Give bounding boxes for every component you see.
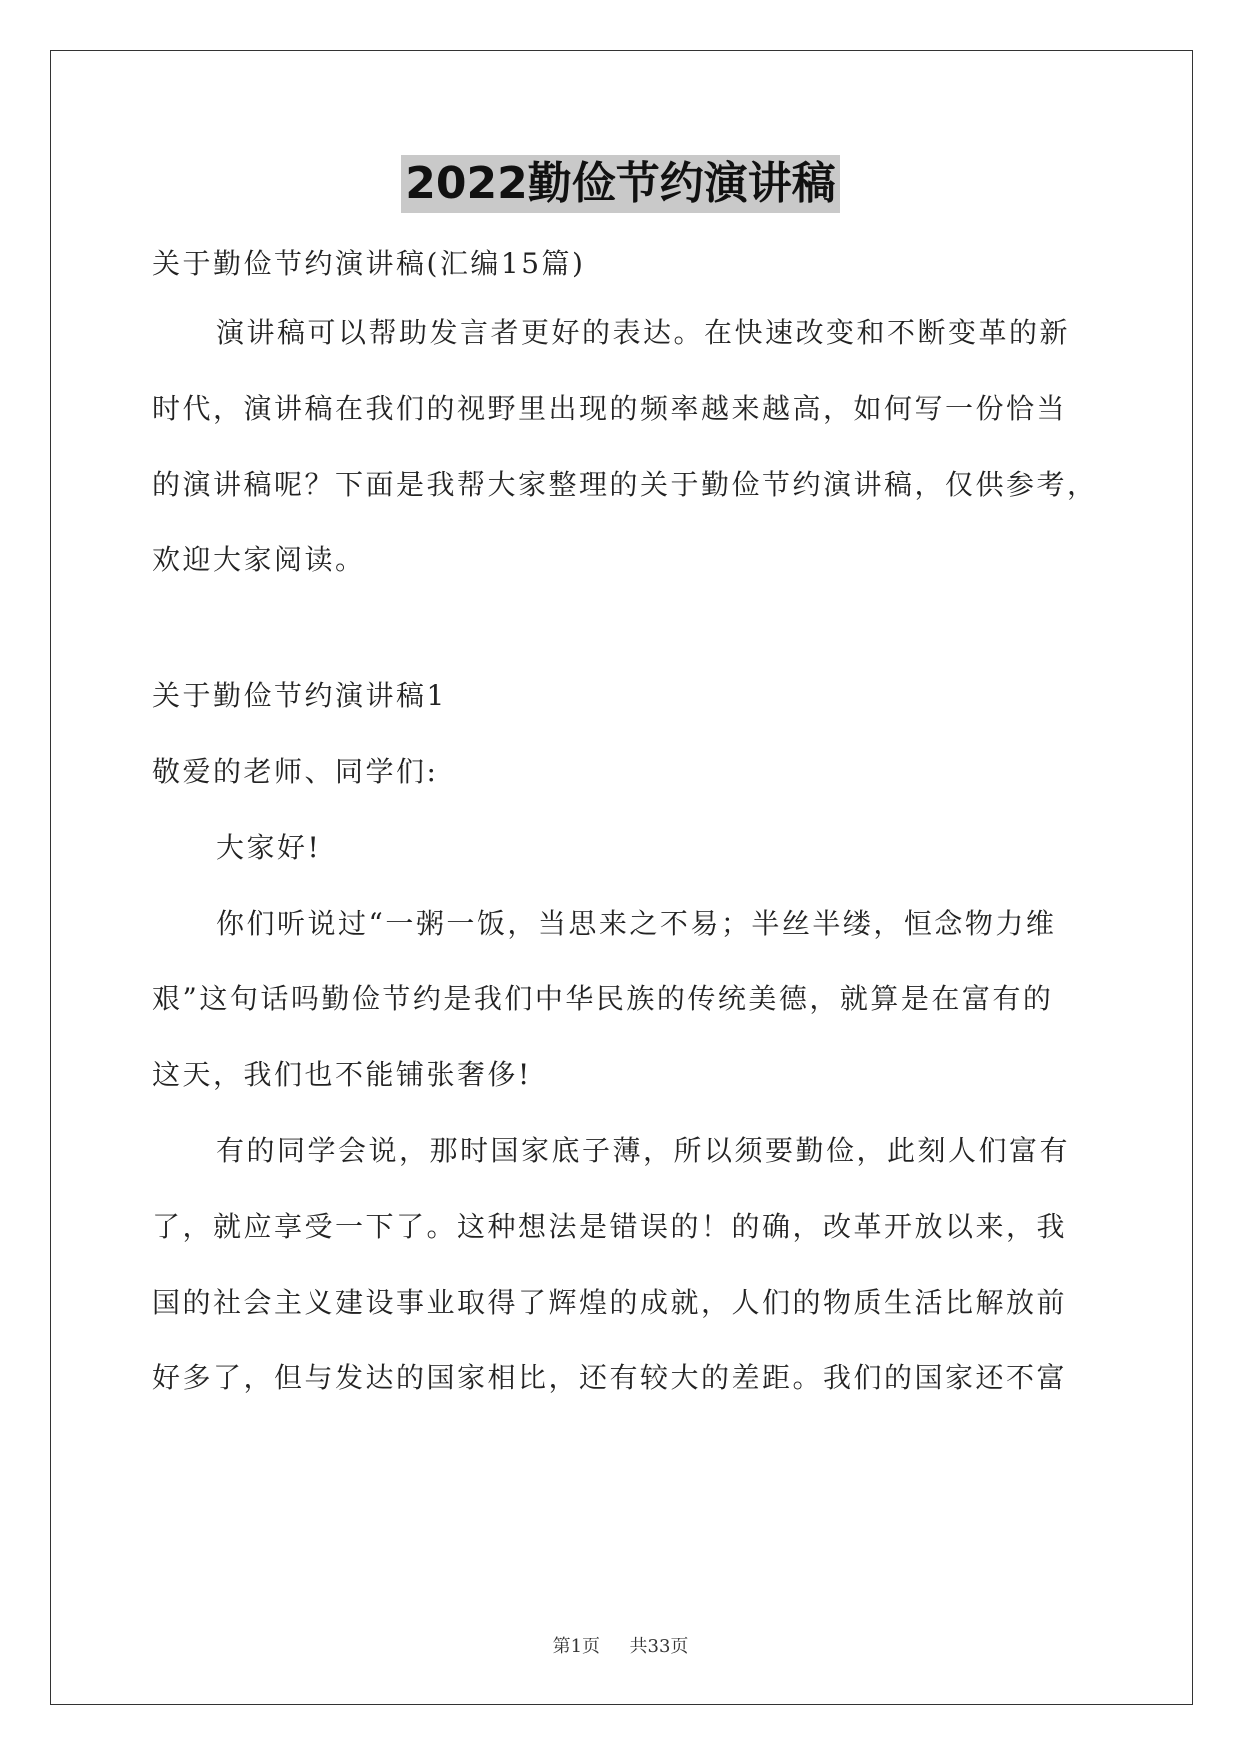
- salutation: 敬爱的老师、同学们:: [152, 755, 439, 788]
- page-total: 共33页: [629, 1636, 689, 1657]
- paragraph-line: 这天，我们也不能铺张奢侈!: [152, 1058, 532, 1091]
- paragraph-line: 了，就应享受一下了。这种想法是错误的！的确，改革开放以来，我: [152, 1210, 1068, 1243]
- page-border: [50, 50, 1193, 1705]
- page-number: 第1页: [552, 1636, 601, 1657]
- intro-line: 时代，演讲稿在我们的视野里出现的频率越来越高，如何写一份恰当: [152, 392, 1068, 425]
- intro-line: 的演讲稿呢？下面是我帮大家整理的关于勤俭节约演讲稿，仅供参考，: [152, 468, 1098, 501]
- intro-line: 欢迎大家阅读。: [152, 543, 366, 576]
- paragraph-line: 你们听说过“一粥一饭，当思来之不易；半丝半缕，恒念物力维: [216, 907, 1057, 940]
- intro-line: 演讲稿可以帮助发言者更好的表达。在快速改变和不断变革的新: [216, 316, 1071, 349]
- paragraph-line: 有的同学会说，那时国家底子薄，所以须要勤俭，此刻人们富有: [216, 1134, 1071, 1167]
- paragraph-line: 国的社会主义建设事业取得了辉煌的成就，人们的物质生活比解放前: [152, 1286, 1068, 1319]
- page-footer: [0, 1632, 1241, 1658]
- greeting: 大家好!: [216, 831, 322, 864]
- section-heading: 关于勤俭节约演讲稿1: [152, 679, 447, 712]
- document-title: 2022勤俭节约演讲稿: [401, 155, 839, 213]
- paragraph-line: 艰”这句话吗勤俭节约是我们中华民族的传统美德，就算是在富有的: [152, 982, 1054, 1015]
- document-subtitle: 关于勤俭节约演讲稿(汇编15篇): [152, 247, 586, 280]
- paragraph-line: 好多了，但与发达的国家相比，还有较大的差距。我们的国家还不富: [152, 1361, 1068, 1394]
- title-container: [0, 155, 1241, 213]
